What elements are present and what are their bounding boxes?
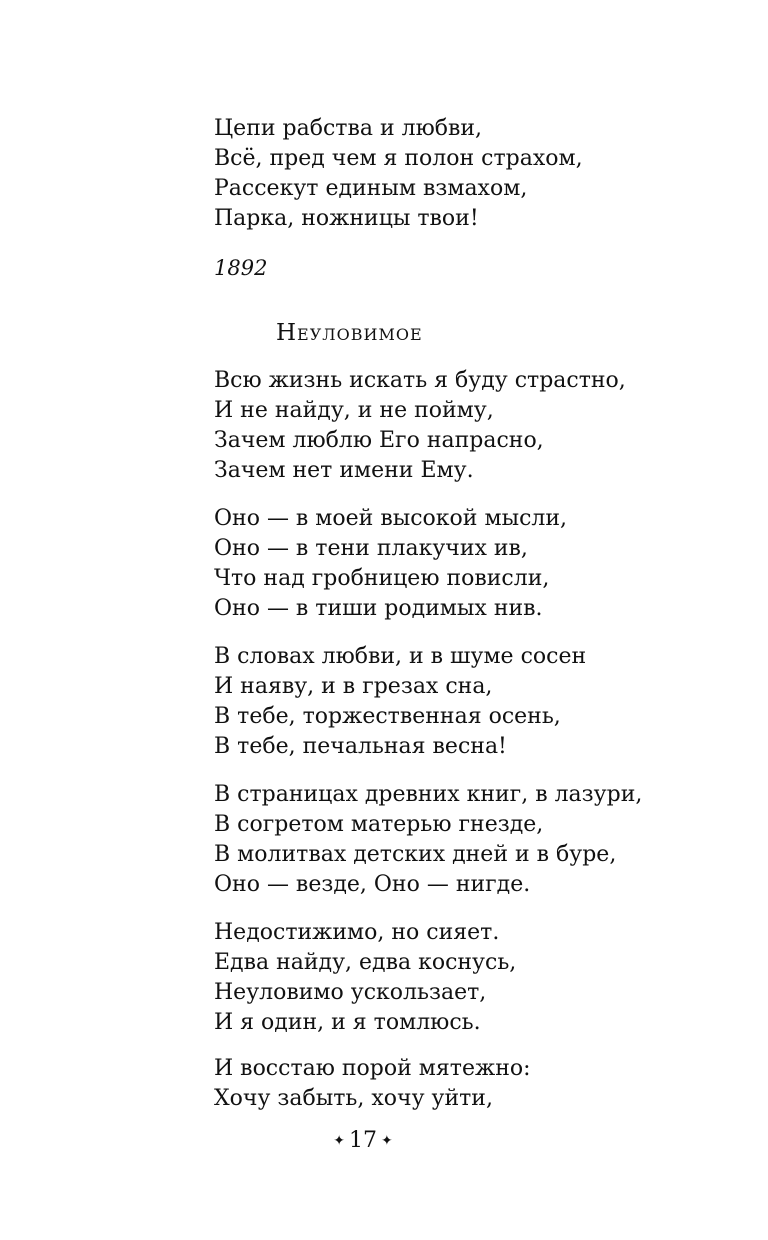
poem-line: Едва найду, едва коснусь, bbox=[214, 950, 517, 975]
poem-line: В страницах древних книг, в лазури, bbox=[214, 782, 643, 807]
poem-line: Рассекут единым взмахом, bbox=[214, 176, 528, 201]
poem-line: И наяву, и в грезах сна, bbox=[214, 674, 493, 699]
poem-year: 1892 bbox=[214, 256, 268, 280]
poem-line: Оно — в тени плакучих ив, bbox=[214, 536, 528, 561]
poem-line: Неуловимо ускользает, bbox=[214, 980, 487, 1005]
page-footer bbox=[0, 1128, 726, 1153]
poem-line: Всю жизнь искать я буду страстно, bbox=[214, 368, 626, 393]
poem-line: Зачем нет имени Ему. bbox=[214, 458, 474, 483]
poem-line: И я один, и я томлюсь. bbox=[214, 1010, 481, 1035]
poem-line: В словах любви, и в шуме сосен bbox=[214, 644, 587, 669]
poem-line: Оно — везде, Оно — нигде. bbox=[214, 872, 531, 897]
poem-line: Недостижимо, но сияет. bbox=[214, 920, 500, 945]
poem-title: Неуловимое bbox=[276, 320, 423, 346]
ornament-left-icon: ✦ bbox=[333, 1133, 345, 1149]
poem-line: В тебе, печальная весна! bbox=[214, 734, 507, 759]
poem-line: Парка, ножницы твои! bbox=[214, 206, 479, 231]
poem-line: Цепи рабства и любви, bbox=[214, 116, 483, 141]
poem-line: В тебе, торжественная осень, bbox=[214, 704, 561, 729]
poem-line: И не найду, и не пойму, bbox=[214, 398, 494, 423]
poem-line: Всё, пред чем я полон страхом, bbox=[214, 146, 583, 171]
page-number: 17 bbox=[349, 1128, 377, 1153]
poem-line: Оно — в тиши родимых нив. bbox=[214, 596, 543, 621]
poem-line: В согретом матерью гнезде, bbox=[214, 812, 544, 837]
poem-line: Хочу забыть, хочу уйти, bbox=[214, 1086, 493, 1111]
poem-line: Что над гробницею повисли, bbox=[214, 566, 550, 591]
poem-line: И восстаю порой мятежно: bbox=[214, 1056, 531, 1081]
ornament-right-icon: ✦ bbox=[381, 1133, 393, 1149]
poem-line: В молитвах детских дней и в буре, bbox=[214, 842, 617, 867]
poem-line: Оно — в моей высокой мысли, bbox=[214, 506, 568, 531]
poem-line: Зачем люблю Его напрасно, bbox=[214, 428, 544, 453]
